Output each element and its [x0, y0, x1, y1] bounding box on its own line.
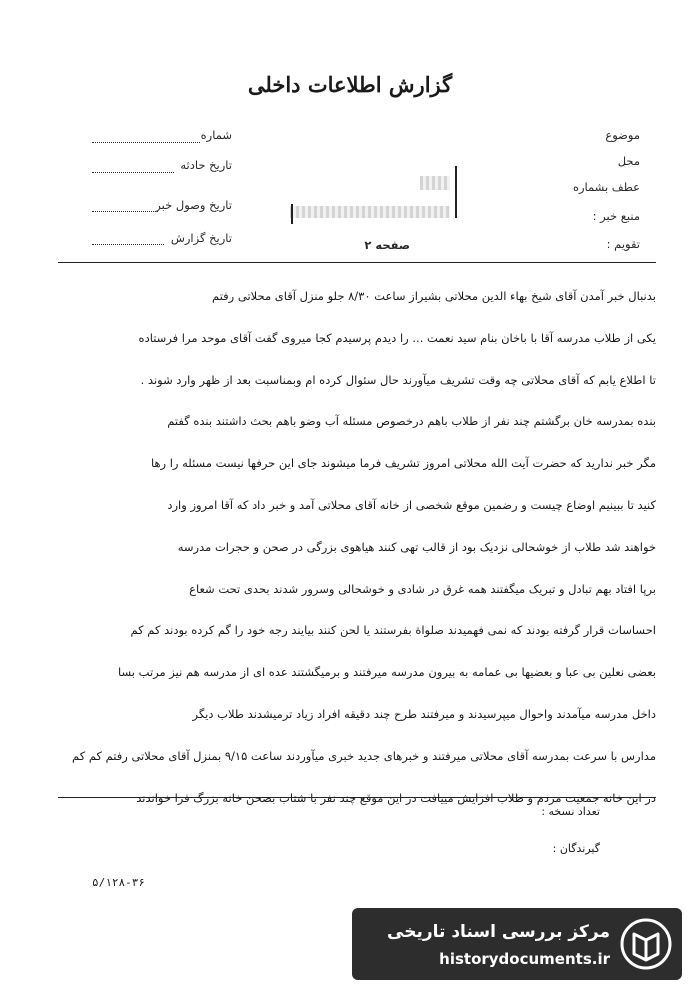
- ref-number-label: عطف بشماره: [572, 180, 640, 194]
- incident-date-dots: [92, 172, 174, 173]
- number-label: شماره: [200, 128, 232, 142]
- report-date-label: تاریخ گزارش: [170, 231, 232, 245]
- body-line: مگر خبر ندارید که حضرت آیت الله محلاتی امروز تشریف فرما میشوند جای این حرفها نیست مسئله را رها: [150, 456, 656, 471]
- receipt-date-label: تاریخ وصول خبر: [155, 198, 232, 212]
- evaluation-label: تقویم :: [606, 237, 640, 251]
- number-dots: [92, 142, 200, 143]
- body-line: مدارس با سرعت بمدرسه آقای محلاتی میرفتند و خبرهای جدید خبری میآوردند ساعت ۹/۱۵ بمنزل آقای محلاتی رفتم کم کم: [72, 748, 656, 763]
- report-title: گزارش اطلاعات داخلی: [247, 72, 453, 97]
- footer-rule: [58, 797, 656, 798]
- body-line: بعضی نعلین بی عبا و بعضیها بی عمامه به بیرون مدرسه میرفتند و برمیگشتند عده ای از مدرسه هم نیز مرتب بسا: [118, 665, 656, 680]
- body-line: خواهند شد طلاب از خوشحالی نزدیک بود از قالب تهی کنند هیاهوی بزرگی در صحن و حجرات مدرسه: [177, 539, 656, 554]
- recipients-label: گیرندگان :: [552, 842, 600, 855]
- body-line: کنید تا ببینیم اوضاع چیست و رضمین موقع شخصی از خانه آقای محلاتی آمد و خبر داد که آقا امروز وارد: [167, 497, 656, 512]
- body-line: داخل مدرسه میآمدند واحوال میپرسیدند و میرفتند طرح چند دقیقه افراد زیاد ترمیشدند طلاب دیگر: [192, 706, 656, 721]
- header-rule: [58, 262, 656, 263]
- page-number: صفحه ۲: [364, 238, 410, 252]
- place-label: محل: [617, 154, 640, 168]
- body-line: احساسات قرار گرفته بودند که نمی فهمیدند صلواة بفرستند یا لحن کنند بیایند رجه خود را گم کرده بودند کم کم: [130, 623, 656, 638]
- scan-mark: [291, 204, 293, 224]
- body-line: تا اطلاع یابم که آقای محلاتی چه وقت تشریف میآورند حال سئوال کرده ام وبمناسبت بعد از ظهر وارد شوند .: [140, 372, 656, 387]
- redaction-mark: [290, 206, 450, 218]
- body-line: یکی از طلاب مدرسه آقا با باخان بنام سید نعمت ... را دیدم پرسیدم کجا میروی گفت آقای موحد مرا فرستاده: [138, 330, 656, 345]
- body-line: برپا افتاد بهم تبادل و تبریک میگفتند همه غرق در شادی و خوشحالی وسرور شدند بحدی تحت شعاع: [189, 581, 656, 596]
- scan-mark: [455, 166, 457, 218]
- subject-label: موضوع: [605, 128, 640, 142]
- body-line: بنده بمدرسه خان برگشتم چند نفر از طلاب باهم درخصوص مسئله آب وضو باهم بحث داشتند بنده گفتم: [167, 414, 656, 429]
- watermark-banner: [352, 908, 682, 980]
- watermark-url: historydocuments.ir: [439, 950, 610, 968]
- copies-label: تعداد نسخه :: [541, 805, 600, 818]
- redaction-mark: [420, 176, 450, 190]
- document-number: ۵/۱۲۸-۳۶: [92, 876, 145, 889]
- body-line: بدنبال خبر آمدن آقای شیخ بهاء الدین محلاتی بشیراز ساعت ۸/۳۰ جلو منزل آقای محلاتی رفتم: [212, 289, 656, 303]
- report-body: [40, 276, 656, 819]
- book-logo-icon: [620, 918, 672, 970]
- report-date-dots: [92, 244, 164, 245]
- incident-date-label: تاریخ حادثه: [180, 158, 232, 172]
- watermark-title: مرکز بررسی اسناد تاریخی: [387, 922, 610, 942]
- source-label: منبع خبر :: [592, 209, 640, 223]
- receipt-date-dots: [92, 211, 158, 212]
- body-line: در این خانه جمعیت مردم و طلاب افزایش مییافت در این موقع چند نفر با شتاب بصحن خانه بزرگ فرا خواندند: [136, 790, 656, 805]
